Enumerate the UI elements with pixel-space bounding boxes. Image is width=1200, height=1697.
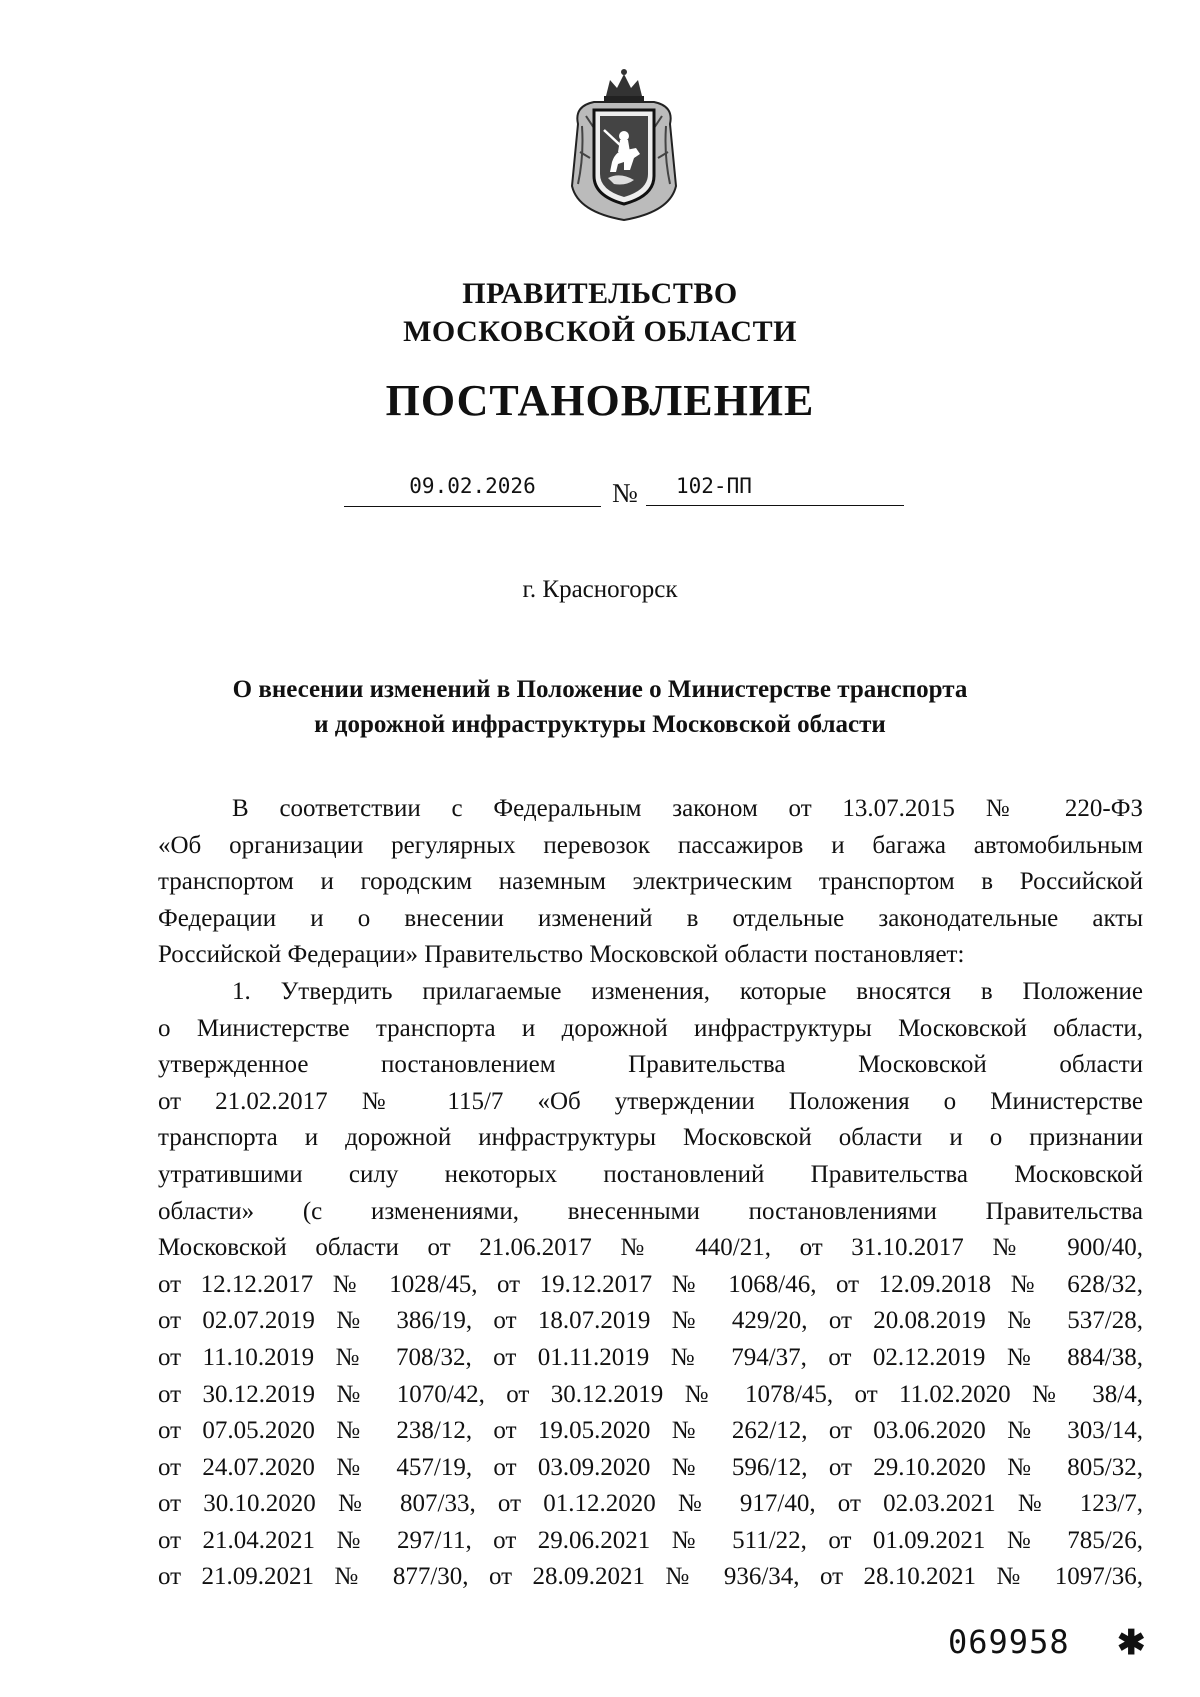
government-name-line1: ПРАВИТЕЛЬСТВО [462, 277, 738, 310]
body-line: «Об организации регулярных перевозок пассажиров и багажа автомобильным [158, 831, 1143, 859]
subject-line2: и дорожной инфраструктуры Московской области [314, 711, 886, 738]
city-line: г. Красногорск [522, 576, 678, 603]
body-line: транспортом и городским наземным электрическим транспортом в Российской [158, 868, 1143, 896]
body-line: от 21.02.2017 № 115/7 «Об утверждении Положения о Министерстве [158, 1087, 1143, 1115]
document-body [158, 791, 1143, 1596]
body-line: от 12.12.2017 № 1028/45, от 19.12.2017 № 1068/46, от 12.09.2018 № 628/32, [158, 1270, 1143, 1298]
body-line: утвержденное постановлением Правительства Московской области [158, 1051, 1143, 1079]
body-line: от 07.05.2020 № 238/12, от 19.05.2020 № 262/12, от 03.06.2020 № 303/14, [158, 1417, 1143, 1445]
body-line: утратившими силу некоторых постановлений Правительства Московской [158, 1160, 1143, 1188]
body-line: Российской Федерации» Правительство Московской области постановляет: [158, 941, 965, 969]
body-line: от 30.10.2020 № 807/33, от 01.12.2020 № 917/40, от 02.03.2021 № 123/7, [158, 1490, 1143, 1518]
body-line: Федерации и о внесении изменений в отдельные законодательные акты [158, 904, 1143, 932]
body-line: от 24.07.2020 № 457/19, от 03.09.2020 № 596/12, от 29.10.2020 № 805/32, [158, 1453, 1143, 1481]
serial-number: 069958 [948, 1623, 1070, 1661]
body-line: В соответствии с Федеральным законом от 13.07.2015 № 220-ФЗ [232, 795, 1143, 822]
government-name-line2: МОСКОВСКОЙ ОБЛАСТИ [403, 315, 797, 348]
body-line: области» (с изменениями, внесенными постановлениями Правительства [158, 1197, 1143, 1225]
body-line: транспорта и дорожной инфраструктуры Московской области и о признании [158, 1124, 1143, 1152]
body-line: от 30.12.2019 № 1070/42, от 30.12.2019 № 1078/45, от 11.02.2020 № 38/4, [158, 1380, 1143, 1408]
body-line: от 21.09.2021 № 877/30, от 28.09.2021 № 936/34, от 28.10.2021 № 1097/36, [158, 1563, 1143, 1591]
moscow-region-coat-of-arms-icon [564, 66, 684, 224]
number-sign: № [612, 478, 638, 508]
asterisk-mark: ✱ [1117, 1625, 1146, 1662]
body-line: о Министерстве транспорта и дорожной инфраструктуры Московской области, [158, 1014, 1143, 1042]
document-type-title: ПОСТАНОВЛЕНИЕ [385, 376, 815, 425]
body-line: 1. Утвердить прилагаемые изменения, которые вносятся в Положение [232, 977, 1143, 1005]
body-line: от 11.10.2019 № 708/32, от 01.11.2019 № 794/37, от 02.12.2019 № 884/38, [158, 1343, 1143, 1371]
body-line: от 21.04.2021 № 297/11, от 29.06.2021 № 511/22, от 01.09.2021 № 785/26, [158, 1526, 1143, 1554]
document-number: 102-ПП [646, 474, 904, 506]
body-line: Московской области от 21.06.2017 № 440/21, от 31.10.2017 № 900/40, [158, 1234, 1143, 1262]
subject-line1: О внесении изменений в Положение о Министерстве транспорта [232, 676, 968, 703]
body-line: от 02.07.2019 № 386/19, от 18.07.2019 № 429/20, от 20.08.2019 № 537/28, [158, 1307, 1143, 1335]
document-date: 09.02.2026 [344, 474, 601, 507]
